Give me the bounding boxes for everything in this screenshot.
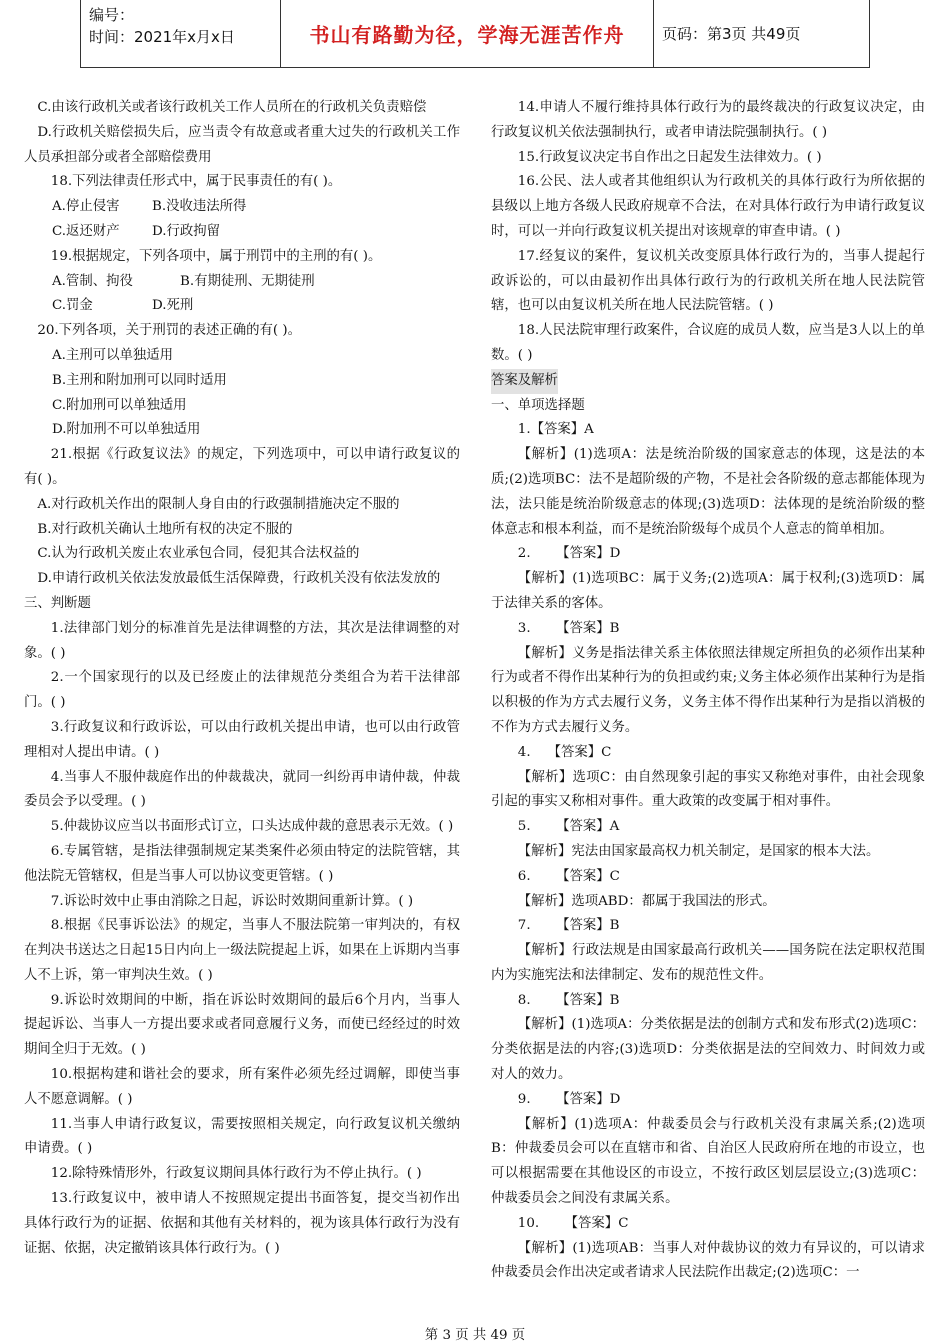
answer-label: 3. 【答案】B [517,620,620,636]
explanation-text: 【解析】义务是指法律关系主体依照法律规定所担负的必须作出某种行为或者不得作出某种行为的负担或约束;义务主体必须作出某种行为是指以积极的作为方式去履行义务，义务主体不得作出某种行为是指以消极的不作为方式去履行义务。 [491,645,925,735]
option-text: C.附加刑可以单独适用 [52,397,187,413]
page-footer: 第 3 页 共 49 页 [424,1328,526,1343]
code-label: 编号： [89,6,135,24]
explanation-text: 【解析】行政法规是由国家最高行政机关——国务院在法定职权范围内为实施宪法和法律制定、发布的规范性文件。 [491,943,925,983]
option-text: A.主刑可以单独适用 [52,347,174,363]
time-label: 时间：2021年x月x日 [89,28,235,46]
option-text: A.对行政机关作出的限制人身自由的行政强制措施决定不服的 [37,496,400,512]
option-text: D.行政机关赔偿损失后，应当责令有故意或者重大过失的行政机关工作人员承担部分或者全部赔偿费用 [24,124,460,165]
explanation-text: 【解析】(1)选项A：分类依据是法的创制方式和发布形式(2)选项C：分类依据是法的内容;(3)选项D：分类依据是法的空间效力、时间效力或对人的效力。 [491,1017,925,1083]
explanation-text: 【解析】选项C：由自然现象引起的事实又称绝对事件，由社会现象引起的事实又称相对事件。重大政策的改变属于相对事件。 [491,769,925,810]
answer-label: 9. 【答案】D [517,1091,621,1107]
option-text: C.返还财产 [52,223,120,239]
option-text: C.罚金 [52,298,93,314]
option-text: D.申请行政机关依法发放最低生活保障费，行政机关没有依法发放的 [37,571,441,587]
option-text: B.有期徒刑、无期徒刑 [180,273,315,289]
answer-label: 1.【答案】A [517,422,594,438]
right-column [491,96,925,1286]
option-text: D.死刑 [152,298,194,314]
answers-heading [491,369,925,394]
question-text: 4.当事人不服仲裁庭作出的仲裁裁决，就同一纠纷再申请仲裁，仲裁委员会予以受理。( ) [24,769,460,810]
explanation-text: 【解析】(1)选项BC：属于义务;(2)选项A：属于权利;(3)选项D：属于法律关系的客体。 [491,571,925,611]
option-text: D.行政拘留 [152,223,221,239]
answer-label: 6. 【答案】C [517,868,620,884]
section-heading: 一、单项选择题 [491,397,585,413]
option-row [24,195,460,220]
option-text: B.没收违法所得 [152,199,247,215]
question-text: 18.下列法律责任形式中，属于民事责任的有( )。 [50,174,342,190]
question-text: 12.除特殊情形外，行政复议期间具体行政行为不停止执行。( ) [50,1166,422,1182]
header-page-info: 页码：第3页 共49页 [662,25,801,43]
answers-heading-text: 答案及解析 [491,369,558,394]
answer-label: 10. 【答案】C [517,1215,629,1231]
question-text: 16.公民、法人或者其他组织认为行政机关的具体行政行为所依据的县级以上地方各级人民政府规章不合法，在对具体行政行为申请行政复议时，可以一并向行政复议机关提出对该规章的审查申请。( ) [491,174,925,239]
explanation-text: 【解析】(1)选项A：法是统治阶级的国家意志的体现，这是法的本质;(2)选项BC：法不是超阶级的产物，不是社会各阶级的意志都能体现为法，法只能是统治阶级意志的体现;(3)选项D：法体现的是统治阶级的整体意志和根本利益，而不是统治阶级每个成员个人意志的简单相加。 [491,447,925,537]
question-text: 5.仲裁协议应当以书面形式订立，口头达成仲裁的意思表示无效。( ) [50,819,454,835]
option-row [24,220,460,245]
question-text: 17.经复议的案件，复议机关改变原具体行政行为的，当事人提起行政诉讼的，可以由最初作出具体行政行为的行政机关所在地人民法院管辖，也可以由复议机关所在地人民法院管辖。( ) [491,248,925,314]
question-text: 14.申请人不履行维持具体行政行为的最终裁决的行政复议决定，由行政复议机关依法强制执行，或者申请法院强制执行。( ) [491,100,925,140]
question-text: 3.行政复议和行政诉讼，可以由行政机关提出申请，也可以由行政管理相对人提出申请。( ) [24,719,460,760]
question-text: 11.当事人申请行政复议，需要按照相关规定，向行政复议机关缴纳申请费。( ) [24,1116,460,1157]
option-row [24,294,460,319]
question-text: 13.行政复议中，被申请人不按照规定提出书面答复，提交当初作出具体行政行为的证据、依据和其他有关材料的，视为该具体行政行为没有证据、依据，决定撤销该具体行政行为。( ) [24,1191,460,1256]
question-text: 9.诉讼时效期间的中断，指在诉讼时效期间的最后6个月内，当事人提起诉讼、当事人一方提出要求或者同意履行义务，而使已经经过的时效期间全归于无效。( ) [24,992,460,1058]
option-text: C.认为行政机关废止农业承包合同，侵犯其合法权益的 [37,546,360,562]
page-header [80,0,870,68]
option-text: A.停止侵害 [52,199,120,215]
answer-label: 7. 【答案】B [517,918,620,934]
answer-label: 5. 【答案】A [517,819,620,835]
question-text: 18.人民法院审理行政案件，合议庭的成员人数，应当是3人以上的单数。( ) [491,323,925,363]
question-text: 2.一个国家现行的以及已经废止的法律规范分类组合为若干法律部门。( ) [24,670,460,711]
explanation-text: 【解析】宪法由国家最高权力机关制定，是国家的根本大法。 [517,843,880,859]
option-text: B.主刑和附加刑可以同时适用 [52,372,227,388]
option-text: A.管制、拘役 [52,273,133,289]
answer-label: 4. 【答案】C [517,744,612,760]
question-text: 8.根据《民事诉讼法》的规定，当事人不服法院第一审判决的，有权在判决书送达之日起15日内向上一级法院提起上诉，如果在上诉期内当事人不上诉，第一审判决生效。( ) [24,918,460,983]
question-text: 15.行政复议决定书自作出之日起发生法律效力。( ) [517,149,822,165]
left-column [24,96,460,1261]
answer-label: 2. 【答案】D [517,546,621,562]
answer-label: 8. 【答案】B [517,992,620,1008]
option-text: B.对行政机关确认土地所有权的决定不服的 [37,521,293,537]
option-text: C.由该行政机关或者该行政机关工作人员所在的行政机关负责赔偿 [37,100,427,115]
question-text: 10.根据构建和谐社会的要求，所有案件必须先经过调解，即使当事人不愿意调解。( ) [24,1067,460,1107]
question-text: 21.根据《行政复议法》的规定，下列选项中，可以申请行政复议的有( )。 [24,447,460,487]
explanation-text: 【解析】选项ABD：都属于我国法的形式。 [517,893,776,909]
question-text: 19.根据规定，下列各项中，属于刑罚中的主刑的有( )。 [50,248,382,264]
option-row [24,270,460,295]
section-heading: 三、判断题 [24,595,91,611]
header-meta [81,0,281,67]
explanation-text: 【解析】(1)选项A：仲裁委员会与行政机关没有隶属关系;(2)选项B：仲裁委员会可以在直辖市和省、自治区人民政府所在地的市设立，也可以根据需要在其他设区的市设立，不按行政区划层层设立;(3)选项C：仲裁委员会之间没有隶属关系。 [491,1116,925,1207]
question-text: 6.专属管辖，是指法律强制规定某类案件必须由特定的法院管辖，其他法院无管辖权，但是当事人可以协议变更管辖。( ) [24,843,460,884]
explanation-text: 【解析】(1)选项AB：当事人对仲裁协议的效力有异议的，可以请求仲裁委员会作出决定或者请求人民法院作出裁定;(2)选项C：一 [491,1240,925,1281]
question-text: 1.法律部门划分的标准首先是法律调整的方法，其次是法律调整的对象。( ) [24,620,460,661]
option-text: D.附加刑不可以单独适用 [52,422,201,438]
question-text: 20.下列各项，关于刑罚的表述正确的有( )。 [37,323,302,339]
question-text: 7.诉讼时效中止事由消除之日起，诉讼时效期间重新计算。( ) [50,893,414,909]
header-motto: 书山有路勤为径，学海无涯苦作舟 [281,0,654,67]
